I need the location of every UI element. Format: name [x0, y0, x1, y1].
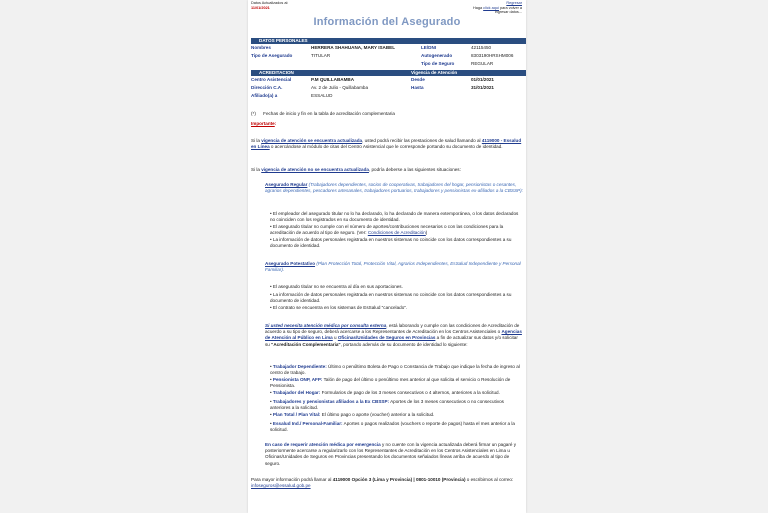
- row-afiliado: [251, 93, 526, 101]
- vigencia-header: Vigencia de Atención: [411, 70, 458, 75]
- direccion-label: Dirección C.A.: [251, 85, 283, 90]
- click-here-link[interactable]: click aquí: [483, 5, 499, 10]
- le-dni-label: LE/DNI: [421, 45, 437, 50]
- consulta-externa-paragraph: Si usted necesita atención médica por consulta externa, está laborando y cumple con las condiciones de Acreditación de acuerdo a su tipo de seguro, deberá acercarse a los Representantes de Acreditación en los Centros Asistenciales o Agencias de Atención al Público en Lima u Oficinas/Unidades de Seguros en Provincias a fin de actualizar sus datos y/o solicitar su "Acreditación Complementaria", portando además de su documento de identidad lo siguiente:: [265, 323, 522, 347]
- agencias-lima-link[interactable]: Agencias de Atención al Público en Lima: [265, 329, 522, 341]
- row-nombres: [251, 45, 526, 53]
- asegurado-regular-block: [265, 182, 523, 194]
- contact-email-link[interactable]: infoseguros@essalud.gob.pe: [251, 483, 311, 489]
- asegurado-regular-desc: (Trabajadores dependientes, socios de cooperativas, trabajadores del hogar, pensionistas o cesantes, agrarios dependientes, pescadores artesanales, trabajadores portuarios, trabajadores y pensionistas ex-afiliados a la CBSSP):: [265, 182, 523, 194]
- footnote-text: Fechas de inicio y fin en la tabla de acreditación complementaria: [263, 111, 395, 116]
- hasta-label: Hasta: [411, 85, 424, 90]
- row-direccion: [251, 85, 526, 93]
- tipo-seguro-label: Tipo de Seguro: [421, 61, 455, 66]
- row-centro: [251, 77, 526, 85]
- asegurado-potestativo-label: Asegurado Potestativo: [265, 261, 316, 266]
- contact-paragraph: Para mayor información podrá llamar al 4119000 Opción 3 (Lima y Provincia) | 0801-10010 (Provincia) o escribirnos al correo: infoseguros@essalud.gob.pe: [251, 477, 514, 489]
- emergencia-paragraph: En caso de requerir atención médica por emergencia y no cuente con la vigencia actualizada deberá firmar un pagaré y posteriormente acercarse a regularizarlo con los Representantes de Acreditación en los Centros Asistenciales en Lima u Oficinas/Unidades de Seguros en Provincias presentando los documentos señalados líneas arriba de acuerdo al tipo de seguro.: [265, 442, 517, 466]
- tipo-asegurado-value: TITULAR: [311, 53, 331, 58]
- dates-footnote: [251, 111, 523, 117]
- importante-line: Importante:: [251, 121, 277, 126]
- vigencia-actualizada-link[interactable]: vigencia de atención se encuentra actualizada: [261, 138, 363, 143]
- acreditacion-title: ACREDITACION: [259, 70, 294, 75]
- direccion-value: Av. 2 de Julio - Quillabamba: [311, 85, 369, 90]
- acreditacion-header: [251, 70, 526, 76]
- potestativo-bullet-1: • El asegurado titular no se encuentra al día en sus aportaciones.: [270, 284, 403, 289]
- afiliado-label: Afiliado(a) a: [251, 93, 278, 98]
- footnote-asterisk: (*): [251, 111, 256, 116]
- requirement-2: • Pensionista ONP, AFP: Talón de pago del último o penúltimo mes anterior al que solicita el servicio o Resolución de Pensionista.: [270, 377, 511, 389]
- page-title: Información del Asegurado: [313, 16, 461, 28]
- afiliado-value: ESSALUD: [311, 93, 333, 98]
- desde-label: Desde: [411, 77, 425, 82]
- regular-bullet-1: • El empleador del asegurado titular no lo ha declarado, lo ha declarado de manera extemporánea, o los datos declarados no coinciden con los registrados en su documento de identidad.: [270, 211, 519, 223]
- consulta-externa-bold: Si usted necesita atención médica por consulta externa: [265, 323, 387, 328]
- paragraph-vigencia-no-actualizada: Si la vigencia de atención no se encuentra actualizada, podría deberse a las siguientes situaciones:: [251, 167, 461, 172]
- nombres-value: HERRERA SHAHUANA, MARY ISABEL: [311, 45, 396, 50]
- potestativo-bullet-3: • El contrato se encuentra en los sistemas de EsSalud "cancelado".: [270, 305, 408, 310]
- desde-value: 01/01/2021: [471, 77, 494, 82]
- asegurado-potestativo-block: [265, 261, 523, 273]
- emergencia-bold: En caso de requerir atención médica por emergencia: [265, 442, 381, 447]
- centro-label: Centro Asistencial: [251, 77, 292, 82]
- asegurado-regular-label: Asegurado Regular: [265, 182, 308, 187]
- nombres-label: Nombres: [251, 45, 271, 50]
- update-date-block: [251, 1, 311, 10]
- autogenerado-value: 8303190HRSHM006: [471, 53, 514, 58]
- click-note-line2: ingresar datos...: [494, 10, 522, 15]
- requirement-1: • Trabajador Dependiente: Último o penúltimo Boleta de Pago o Constancia de Trabajo que indique la fecha de ingreso al centro de trabajo.: [270, 364, 520, 376]
- tipo-seguro-value: REGULAR: [471, 61, 494, 66]
- acreditacion-complementaria: "Acreditación Complementaria": [271, 341, 341, 347]
- requirement-6: • Essalud Ind./ Personal-Familiar: Aportes o pagos realizados (vouchers o reporte de pagos) hasta el mes anterior a la solicitud.: [270, 421, 515, 433]
- le-dni-value: 42115450: [471, 45, 492, 50]
- contact-phone: 4119000 Opción 3 (Lima y Provincia) | 0801-10010 (Provincia): [332, 477, 466, 482]
- potestativo-bullet-2: • La información de datos personales registrada en nuestros sistemas no coincide con los datos correspondientes a su documento de identidad.: [270, 292, 512, 304]
- paragraph-vigencia-actualizada: Si la vigencia de atención se encuentra actualizada, usted podrá recibir las prestaciones de salud llamando al 4119000 - Essalud en Línea o acercándose al módulo de citas del Centro Asistencial que le corresponde portando su documento de identidad.: [251, 138, 522, 150]
- essalud-en-linea-phone[interactable]: 4119000 - Essalud en Línea: [251, 138, 522, 150]
- header-links: [473, 1, 522, 15]
- row-tipo-asegurado: [251, 53, 526, 61]
- regular-bullet-2: • El asegurado titular no cumple con el número de aportes/contribuciones necesarios o con las condiciones para la acreditación de acuerdo al tipo de seguro. (Ver: Condiciones de Acreditación): [270, 224, 504, 236]
- row-tipo-seguro: [251, 61, 526, 69]
- vigencia-no-actualizada-link[interactable]: vigencia de atención no se encuentra actualizada: [261, 167, 369, 172]
- autogenerado-label: Autogenerado: [421, 53, 453, 58]
- update-date-label: Datos Actualizados al:: [251, 1, 289, 5]
- update-date-value: 11/01/2021: [251, 5, 270, 10]
- oficinas-provincias-link[interactable]: Oficinas/Unidades de Seguros en Provincias: [337, 335, 436, 341]
- document-page: [248, 0, 526, 513]
- personal-data-header: DATOS PERSONALES: [251, 38, 526, 44]
- requirement-4: • Trabajadores y pensionistas afiliados a la Ex CBSSP: Aportes de los 3 meses consecutivos o no consecutivos anteriores a la solicitud.: [270, 399, 504, 411]
- importante-label: Importante: [251, 121, 275, 126]
- centro-value: P.M QUILLABAMBA: [311, 77, 355, 82]
- requirement-5: • Plan Total / Plan Vital: El último pago o aporte (voucher) anterior a la solicitud.: [270, 412, 435, 417]
- asegurado-potestativo-desc: (Plan Protección Total, Protección Vital, Agrarios Independientes, EsSalud Independiente y Personal Familiar).: [265, 261, 521, 273]
- click-note: Haga click aquí para volver a: [473, 5, 522, 10]
- condiciones-acreditacion-link[interactable]: Condiciones de Acreditación: [367, 230, 426, 236]
- regular-bullet-3: • La información de datos personales registrada en nuestros sistemas no coincide con los datos correspondientes a su documento de identidad.: [270, 237, 512, 249]
- requirement-3: • Trabajador del Hogar: Formularios de pago de los 3 meses consecutivos o 4 alternos, anteriores a la solicitud.: [270, 390, 500, 395]
- tipo-asegurado-label: Tipo de Asegurado: [251, 53, 293, 58]
- hasta-value: 31/01/2021: [471, 85, 494, 90]
- return-link[interactable]: Regresar: [506, 1, 522, 5]
